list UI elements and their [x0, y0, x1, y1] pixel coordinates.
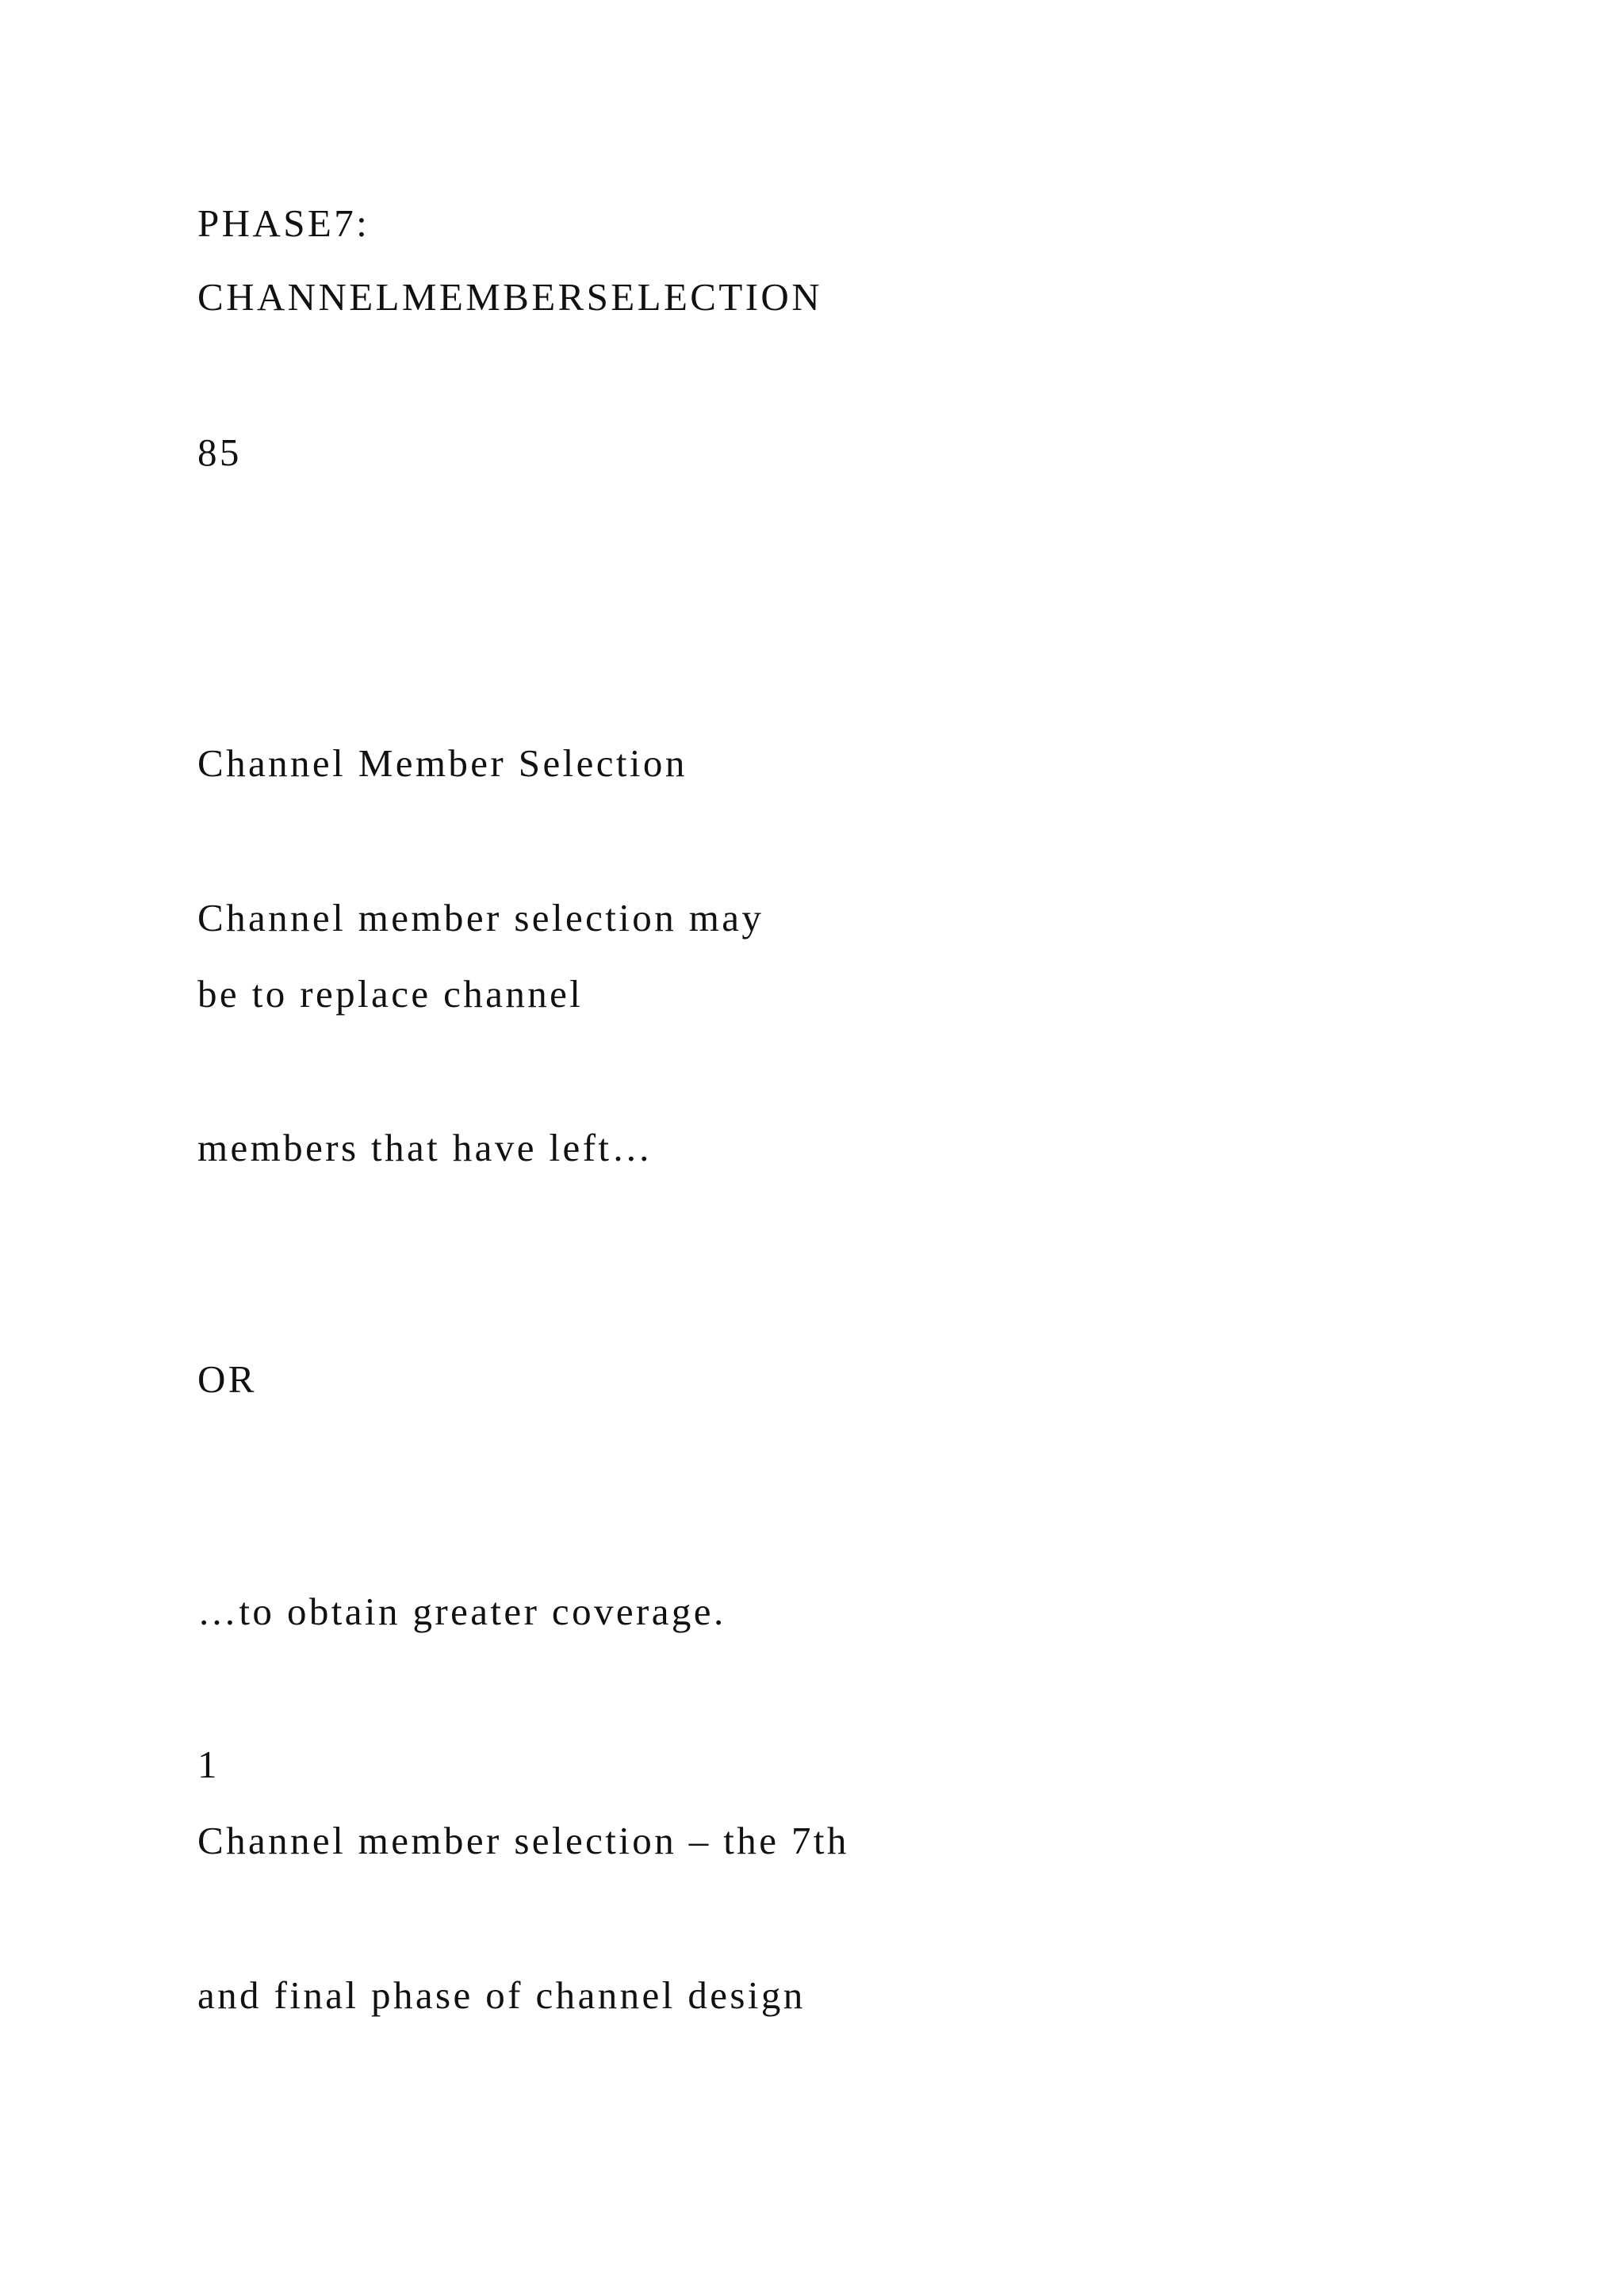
body-line: …to obtain greater coverage. [197, 1590, 726, 1633]
note-line: Channel member selection – the 7th [197, 1819, 849, 1862]
body-line: be to replace channel [197, 972, 584, 1016]
body-line: members that have left… [197, 1126, 653, 1169]
slide-number: 1 [197, 1743, 220, 1786]
or-separator: OR [197, 1357, 257, 1401]
note-line: and final phase of channel design [197, 1973, 806, 2017]
phase-heading: PHASE7: [197, 201, 370, 245]
body-line: Channel member selection may [197, 896, 764, 939]
phase-title: CHANNELMEMBERSELECTION [197, 275, 823, 319]
slide-title: Channel Member Selection [197, 741, 688, 785]
page-number: 85 [197, 430, 242, 474]
